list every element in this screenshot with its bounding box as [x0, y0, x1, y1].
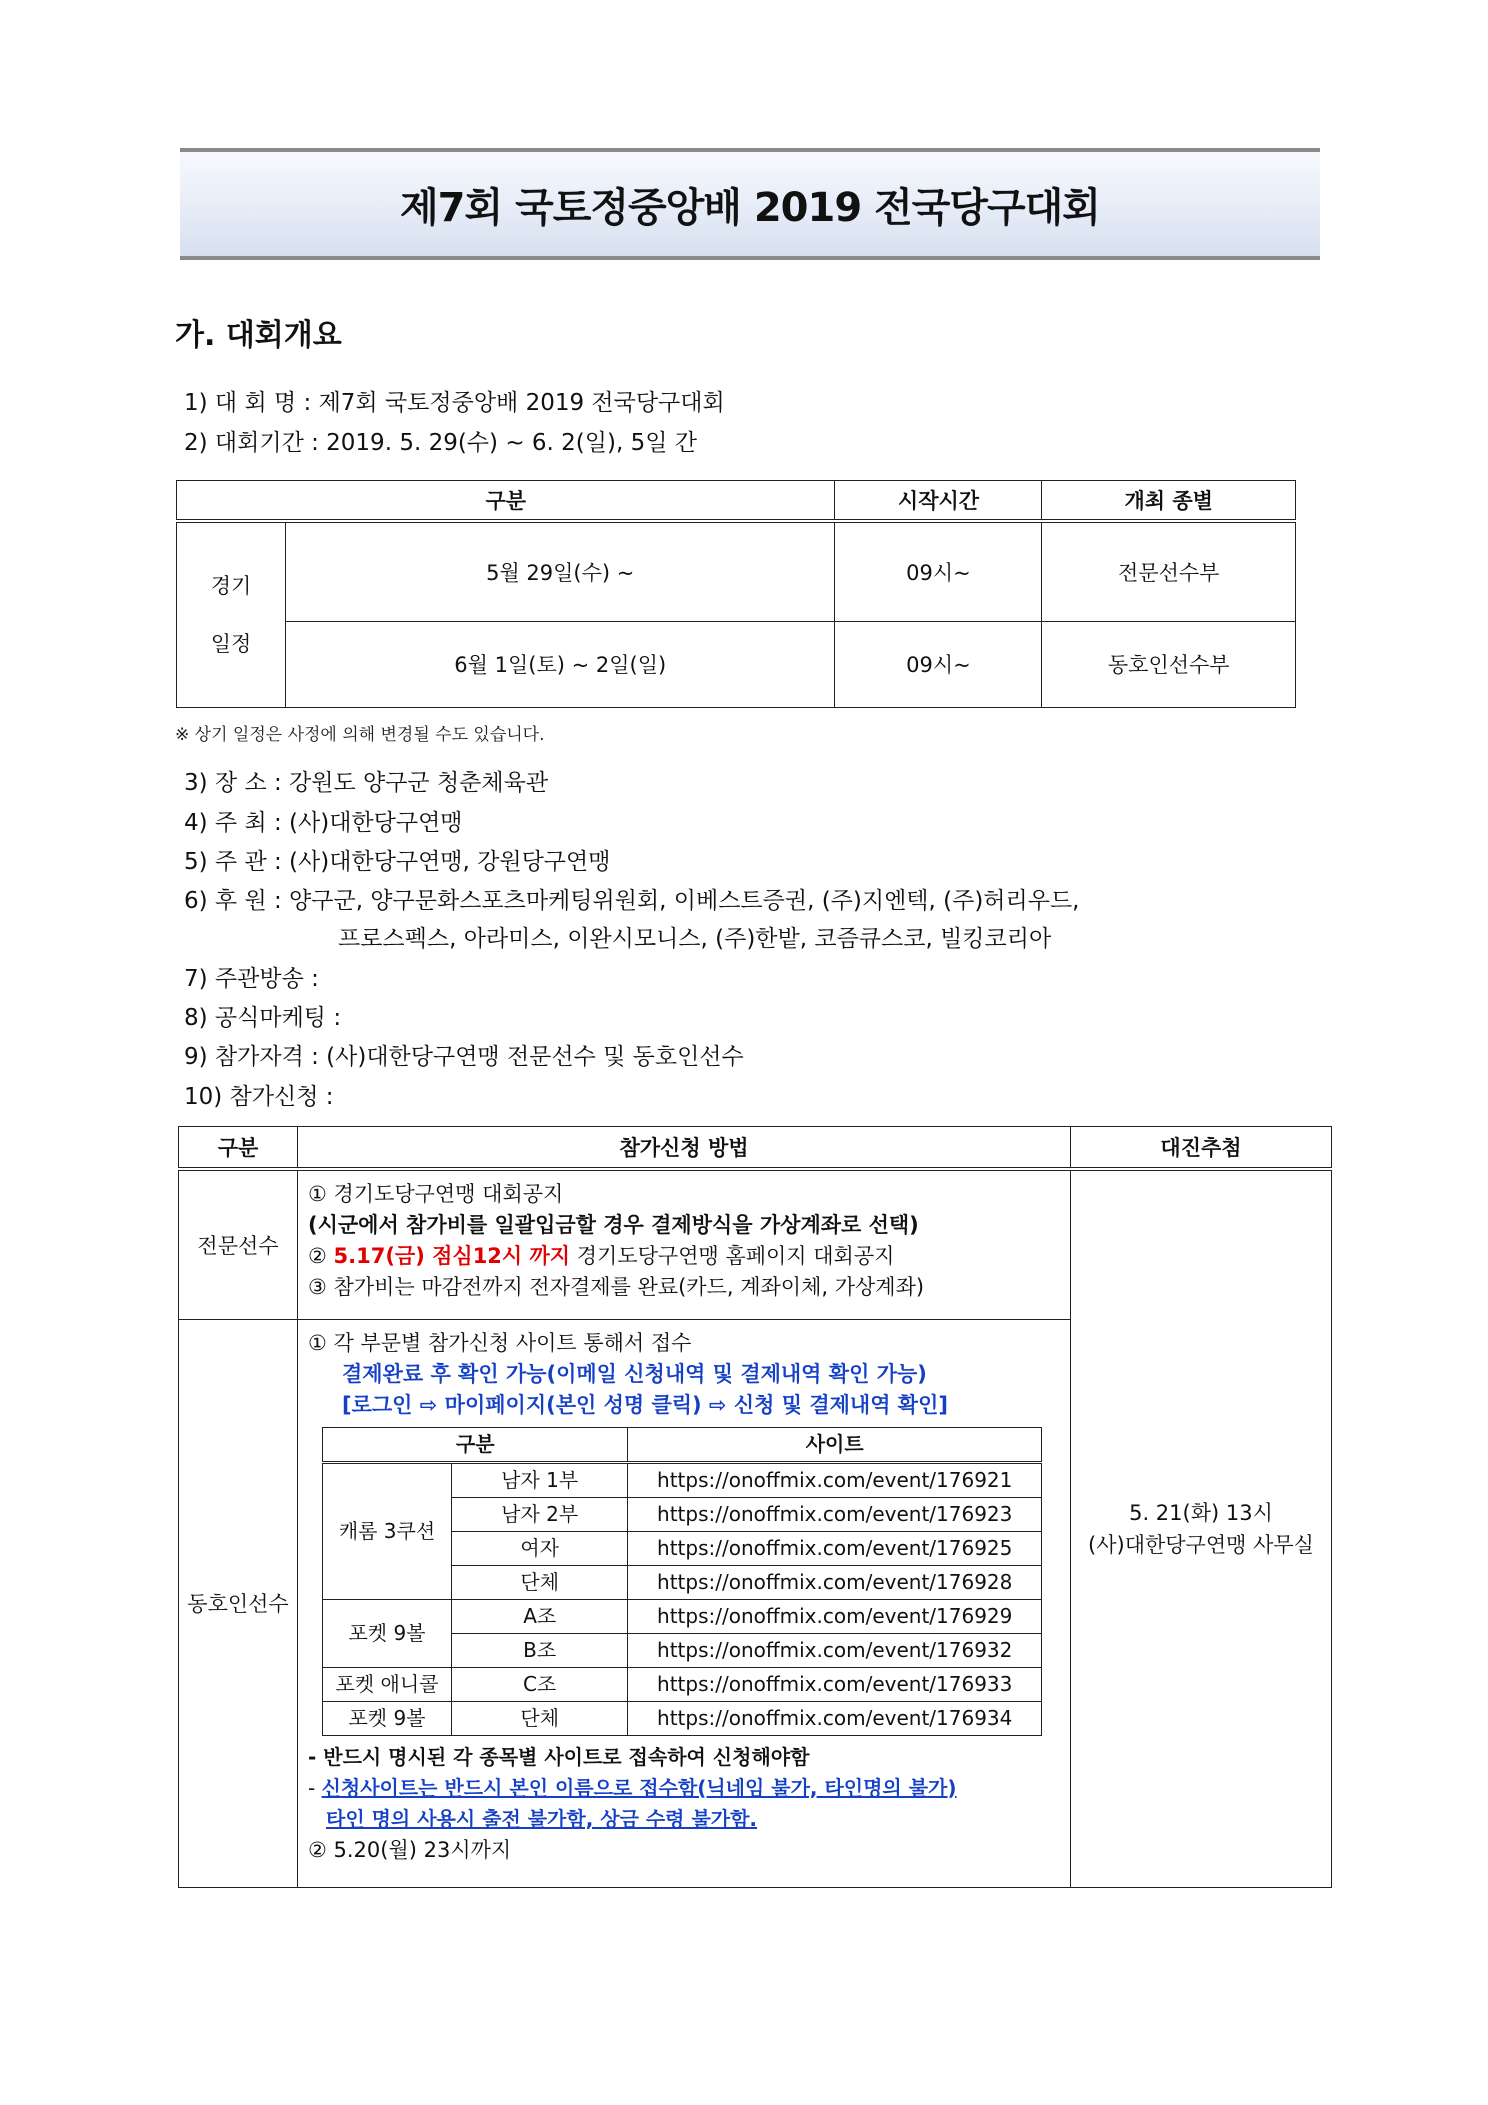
- schedule-row: [177, 621, 1296, 707]
- pro-deadline: 5.17(금) 점심12시 까지: [333, 1244, 571, 1268]
- schedule-header-row: [177, 481, 1296, 522]
- item-host: 4) 주 최 : (사)대한당구연맹: [184, 810, 463, 836]
- schedule-division: 전문선수부: [1042, 521, 1296, 621]
- schedule-date: 6월 1일(토) ~ 2일(일): [286, 621, 835, 707]
- site-url[interactable]: https://onoffmix.com/event/176934: [628, 1701, 1042, 1735]
- site-sub: A조: [452, 1599, 628, 1633]
- schedule-division: 동호인선수부: [1042, 621, 1296, 707]
- application-header-row: [179, 1127, 1332, 1170]
- schedule-group-label-2: 일정: [210, 631, 252, 656]
- site-sub: 남자 2부: [452, 1497, 628, 1531]
- schedule-group-cell: [177, 521, 286, 707]
- item-sponsor-cont: 프로스펙스, 아라미스, 이완시모니스, (주)한밭, 코즘큐스코, 빌킹코리아: [338, 926, 1052, 952]
- schedule-group-label-1: 경기: [210, 573, 252, 598]
- item-marketing: 8) 공식마케팅 :: [184, 1005, 342, 1031]
- site-url[interactable]: https://onoffmix.com/event/176925: [628, 1531, 1042, 1565]
- pro-line-3-rest: 경기도당구연맹 홈페이지 대회공지: [570, 1244, 895, 1268]
- site-sub: 단체: [452, 1701, 628, 1735]
- item-application: 10) 참가신청 :: [184, 1084, 334, 1110]
- schedule-time: 09시~: [835, 621, 1042, 707]
- amateur-method: [298, 1319, 1071, 1887]
- site-group-pocket9: 포켓 9볼: [323, 1599, 452, 1667]
- schedule-time: 09시~: [835, 521, 1042, 621]
- item-eligibility: 9) 참가자격 : (사)대한당구연맹 전문선수 및 동호인선수: [184, 1044, 744, 1070]
- amateur-note-3: [308, 1804, 1060, 1835]
- application-row-pro: [179, 1169, 1332, 1319]
- site-row: [323, 1599, 1042, 1633]
- site-row: [323, 1667, 1042, 1701]
- site-sub: 여자: [452, 1531, 628, 1565]
- site-sub: C조: [452, 1667, 628, 1701]
- draw-cell: [1071, 1169, 1332, 1887]
- schedule-table: [176, 480, 1296, 708]
- amateur-note-1: - 반드시 명시된 각 종목별 사이트로 접속하여 신청해야함: [308, 1744, 810, 1769]
- amateur-note-2: [308, 1773, 1060, 1804]
- amateur-label: 동호인선수: [179, 1319, 298, 1887]
- site-group-anycall: 포켓 애니콜: [323, 1667, 452, 1701]
- schedule-header-start: 시작시간: [835, 481, 1042, 522]
- amateur-deadline: ② 5.20(월) 23시까지: [308, 1837, 512, 1862]
- site-sub: 단체: [452, 1565, 628, 1599]
- amateur-line-3: [로그인 ⇨ 마이페이지(본인 성명 클릭) ⇨ 신청 및 결제내역 확인]: [342, 1392, 948, 1417]
- draw-datetime: 5. 21(화) 13시: [1129, 1500, 1273, 1525]
- application-header-category: 구분: [179, 1127, 298, 1170]
- site-sub: 남자 1부: [452, 1462, 628, 1497]
- schedule-header-division: 개최 종별: [1042, 481, 1296, 522]
- site-url[interactable]: https://onoffmix.com/event/176932: [628, 1633, 1042, 1667]
- schedule-date: 5월 29일(수) ~: [286, 521, 835, 621]
- site-row: [323, 1701, 1042, 1735]
- amateur-line-2: 결제완료 후 확인 가능(이메일 신청내역 및 결제내역 확인 가능): [342, 1361, 927, 1386]
- application-header-method: 참가신청 방법: [298, 1127, 1071, 1170]
- pro-line-3-prefix: ②: [308, 1244, 334, 1268]
- site-group-carom: 캐롬 3쿠션: [323, 1462, 452, 1599]
- site-url[interactable]: https://onoffmix.com/event/176933: [628, 1667, 1042, 1701]
- document-title: 제7회 국토정중앙배 2019 전국당구대회: [400, 184, 1100, 231]
- amateur-note-2-text: 신청사이트는 반드시 본인 이름으로 접수함(닉네임 불가, 타인명의 불가): [321, 1775, 957, 1800]
- draw-location: (사)대한당구연맹 사무실: [1088, 1532, 1314, 1557]
- site-table: [322, 1427, 1042, 1736]
- section-heading: 가. 대회개요: [175, 318, 342, 353]
- title-banner: [180, 148, 1320, 260]
- site-url[interactable]: https://onoffmix.com/event/176923: [628, 1497, 1042, 1531]
- site-header-url: 사이트: [628, 1427, 1042, 1462]
- application-header-draw: 대진추첨: [1071, 1127, 1332, 1170]
- pro-line-3: [308, 1241, 1060, 1272]
- item-event-period: 2) 대회기간 : 2019. 5. 29(수) ~ 6. 2(일), 5일 간: [184, 430, 697, 456]
- site-sub: B조: [452, 1633, 628, 1667]
- schedule-row: [177, 521, 1296, 621]
- amateur-note-2-prefix: -: [308, 1775, 322, 1800]
- site-url[interactable]: https://onoffmix.com/event/176921: [628, 1462, 1042, 1497]
- site-url[interactable]: https://onoffmix.com/event/176929: [628, 1599, 1042, 1633]
- item-broadcast: 7) 주관방송 :: [184, 966, 319, 992]
- site-url[interactable]: https://onoffmix.com/event/176928: [628, 1565, 1042, 1599]
- amateur-line-1: ① 각 부문별 참가신청 사이트 통해서 접수: [308, 1330, 692, 1355]
- application-table: [178, 1126, 1332, 1888]
- pro-method: [298, 1169, 1071, 1319]
- pro-label: 전문선수: [179, 1169, 298, 1319]
- pro-line-2: (시군에서 참가비를 일괄입금할 경우 결제방식을 가상계좌로 선택): [308, 1213, 919, 1237]
- amateur-note-3-text: 타인 명의 사용시 출전 불가함, 상금 수령 불가함.: [326, 1806, 758, 1831]
- item-sponsor: 6) 후 원 : 양구군, 양구문화스포츠마케팅위원회, 이베스트증권, (주)지엔텍, (주)허리우드,: [184, 888, 1080, 914]
- site-header-category: 구분: [323, 1427, 628, 1462]
- item-organizer: 5) 주 관 : (사)대한당구연맹, 강원당구연맹: [184, 849, 611, 875]
- pro-line-1: ① 경기도당구연맹 대회공지: [308, 1182, 564, 1206]
- site-header-row: [323, 1427, 1042, 1462]
- schedule-note: ※ 상기 일정은 사정에 의해 변경될 수도 있습니다.: [175, 725, 545, 745]
- item-venue: 3) 장 소 : 강원도 양구군 청춘체육관: [184, 770, 549, 796]
- pro-line-4: ③ 참가비는 마감전까지 전자결제를 완료(카드, 계좌이체, 가상계좌): [308, 1275, 925, 1299]
- item-event-name: 1) 대 회 명 : 제7회 국토정중앙배 2019 전국당구대회: [184, 390, 725, 416]
- site-row: [323, 1462, 1042, 1497]
- site-group-pocket9-team: 포켓 9볼: [323, 1701, 452, 1735]
- schedule-header-category: 구분: [177, 481, 835, 522]
